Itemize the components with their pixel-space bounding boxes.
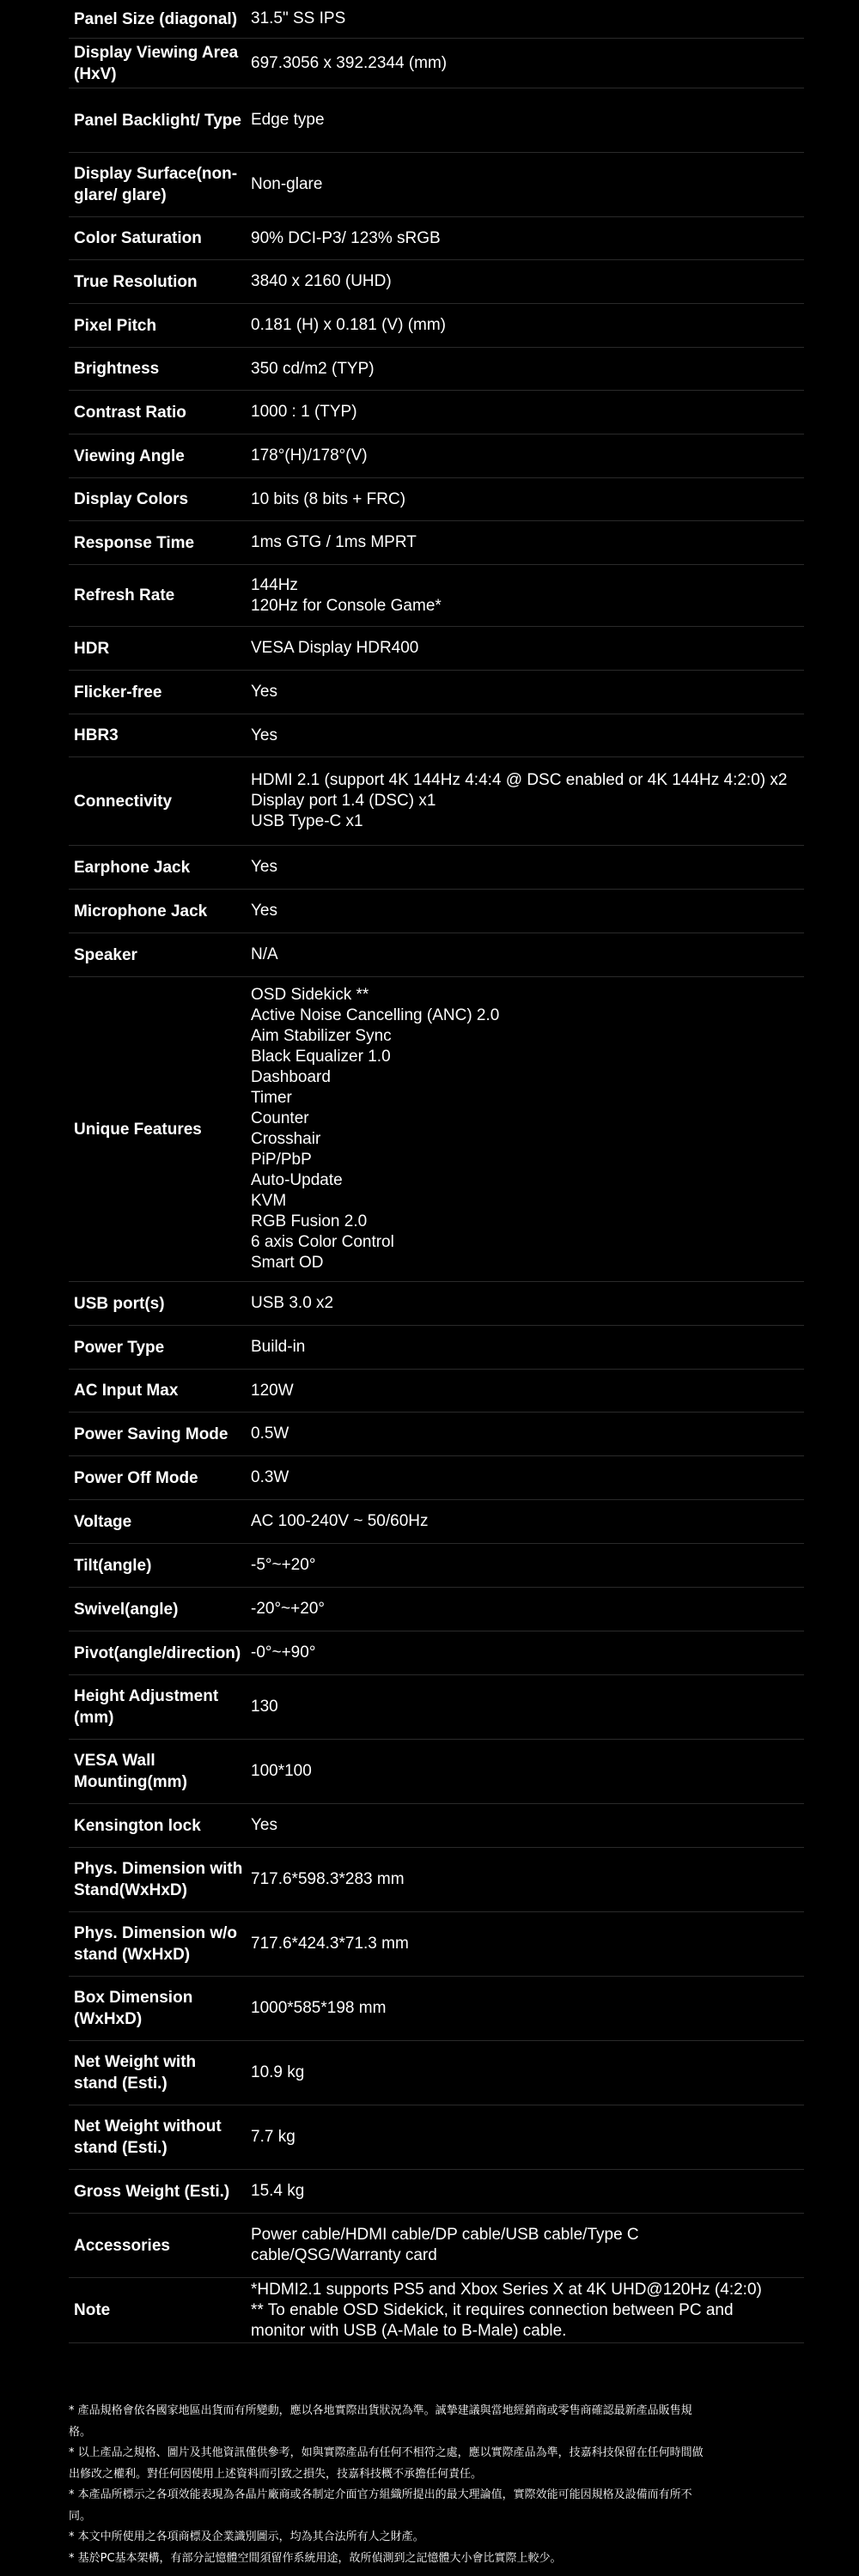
spec-value-line: Auto-Update [251,1171,343,1189]
spec-value-line: OSD Sidekick ** [251,986,369,1004]
spec-value [249,901,804,921]
spec-row [69,217,804,260]
spec-label: Display Colors [74,490,189,508]
spec-row [69,2214,804,2278]
spec-value [249,857,804,878]
spec-row [69,348,804,391]
spec-value-line: 717.6*424.3*71.3 mm [251,1935,409,1953]
spec-value-line: Crosshair [251,1130,321,1148]
spec-row [69,521,804,565]
spec-row [69,478,804,521]
spec-value [249,315,804,336]
spec-label: Viewing Angle [74,447,185,465]
spec-label: USB port(s) [74,1294,165,1313]
spec-value [249,985,804,1273]
spec-value-line: -20°~+20° [251,1600,325,1618]
disclaimer-line: 同。 [69,2509,92,2523]
spec-value [249,1697,804,1717]
spec-value [249,770,804,832]
spec-value [249,1293,804,1314]
spec-label: Box Dimension (WxHxD) [74,1989,193,2028]
spec-value-line: Display port 1.4 (DSC) x1 [251,792,436,810]
spec-label: Pixel Pitch [74,316,157,335]
spec-row [69,153,804,217]
spec-row [69,1326,804,1370]
spec-row [69,2041,804,2105]
spec-value-line: 100*100 [251,1762,312,1780]
spec-value [249,1643,804,1663]
spec-value-line: Black Equalizer 1.0 [251,1048,391,1066]
spec-value-line: 15.4 kg [251,2182,305,2200]
spec-value-line: Non-glare [251,175,323,193]
spec-label: Display Viewing Area (HxV) [74,43,239,83]
spec-label: Refresh Rate [74,586,175,605]
spec-label: Connectivity [74,792,173,811]
spec-label: Tilt(angle) [74,1556,152,1575]
spec-row [69,671,804,714]
spec-row [69,890,804,933]
spec-value-line: Yes [251,902,277,920]
spec-label: Power Off Mode [74,1468,198,1487]
spec-value-line: 3840 x 2160 (UHD) [251,272,392,290]
spec-value-line: Dashboard [251,1068,331,1086]
spec-value [249,228,804,249]
spec-value-line: Power cable/HDMI cable/DP cable/USB cable/Type C [251,2226,639,2244]
spec-value [249,638,804,659]
spec-value-line: 697.3056 x 392.2344 (mm) [251,53,448,72]
spec-value [249,1337,804,1358]
spec-value-line: Edge type [251,111,325,129]
spec-label: Unique Features [74,1120,202,1139]
disclaimer-line: 出修改之權利。對任何因使用上述資料而引致之損失，技嘉科技概不承擔任何責任。 [69,2467,483,2481]
spec-row [69,260,804,304]
spec-value-line: 10 bits (8 bits + FRC) [251,489,406,508]
spec-value [249,1998,804,2019]
spec-value-line: 6 axis Color Control [251,1233,394,1251]
spec-value [249,1555,804,1576]
spec-value-line: Counter [251,1109,309,1127]
spec-value-line: Yes [251,858,277,876]
spec-label: Contrast Ratio [74,403,186,422]
spec-value [249,2127,804,2148]
spec-value-line: USB 3.0 x2 [251,1294,334,1312]
spec-value-line: Yes [251,726,277,744]
spec-row [69,1675,804,1740]
spec-label: True Resolution [74,272,198,291]
spec-label: Power Saving Mode [74,1425,228,1443]
spec-row [69,1413,804,1456]
disclaimer-line: * 基於PC基本架構，有部分記憶體空間須留作系統用途，故所偵測到之記憶體大小會比實際上較少。 [69,2551,562,2565]
spec-row [69,714,804,757]
spec-value-line: 7.7 kg [251,2128,295,2146]
spec-row [69,2170,804,2214]
spec-value-line: 144Hz [251,575,298,594]
spec-value-line: PiP/PbP [251,1151,312,1169]
spec-label: VESA Wall Mounting(mm) [74,1752,187,1791]
spec-row [69,88,804,153]
spec-row [69,977,804,1282]
spec-row [69,1588,804,1631]
spec-value [249,359,804,380]
spec-row [69,391,804,434]
spec-value-line: VESA Display HDR400 [251,639,419,657]
spec-label: Voltage [74,1512,132,1531]
spec-value [249,1381,804,1401]
spec-value [249,53,804,74]
spec-value-line: 717.6*598.3*283 mm [251,1870,405,1888]
spec-value-line: 0.3W [251,1468,289,1486]
spec-label: Swivel(angle) [74,1600,179,1619]
spec-row [69,1282,804,1326]
spec-value [249,726,804,746]
spec-value-line: KVM [251,1192,287,1210]
spec-label: Panel Backlight/ Type [74,111,241,130]
spec-row [69,0,804,39]
spec-value-line: Aim Stabilizer Sync [251,1027,392,1045]
spec-value-line: 0.5W [251,1425,289,1443]
spec-row [69,1740,804,1804]
spec-label: Power Type [74,1338,165,1357]
spec-value-line: 178°(H)/178°(V) [251,447,368,465]
spec-value [249,2280,804,2342]
spec-value-line: 350 cd/m2 (TYP) [251,359,375,378]
spec-value-line: Smart OD [251,1254,324,1272]
spec-table [69,0,804,2343]
spec-row [69,1848,804,1912]
spec-value-line: cable/QSG/Warranty card [251,2246,437,2264]
spec-value [249,1467,804,1488]
spec-value [249,271,804,292]
spec-value-line: -5°~+20° [251,1556,316,1574]
spec-row [69,627,804,671]
spec-label: Height Adjustment (mm) [74,1687,219,1727]
spec-label: HDR [74,639,110,658]
disclaimer-line: * 產品規格會依各國家地區出貨而有所變動，應以各地實際出貨狀況為準。誠摯建議與當地經銷商或零售商確認最新產品販售規 [69,2404,692,2417]
spec-value-line: HDMI 2.1 (support 4K 144Hz 4:4:4 @ DSC enabled or 4K 144Hz 4:2:0) x2 [251,771,788,789]
spec-value [249,1424,804,1444]
spec-value-line: 130 [251,1698,278,1716]
spec-label: Panel Size (diagonal) [74,9,238,28]
spec-value [249,945,804,965]
spec-row [69,1500,804,1544]
spec-row [69,1456,804,1500]
spec-row [69,1544,804,1588]
spec-value [249,402,804,422]
spec-value [249,110,804,131]
spec-value-line: AC 100-240V ~ 50/60Hz [251,1512,429,1530]
spec-value [249,1599,804,1619]
disclaimer-notes [69,2401,804,2569]
spec-label: Speaker [74,945,137,964]
spec-label: HBR3 [74,726,119,744]
spec-label: Flicker-free [74,683,162,702]
spec-label: Microphone Jack [74,902,208,920]
spec-row [69,1370,804,1413]
spec-value [249,489,804,510]
spec-value [249,682,804,702]
spec-value [249,1934,804,1954]
spec-value-line: 0.181 (H) x 0.181 (V) (mm) [251,316,446,334]
spec-value [249,2225,804,2266]
spec-value-line: N/A [251,945,278,963]
spec-row [69,1977,804,2041]
spec-label: Brightness [74,360,160,378]
spec-value-line: Timer [251,1089,292,1107]
spec-value [249,9,804,29]
spec-row [69,565,804,627]
spec-label: Pivot(angle/direction) [74,1643,241,1662]
spec-value [249,1815,804,1836]
spec-label: Gross Weight (Esti.) [74,2182,230,2201]
spec-value-line: 90% DCI-P3/ 123% sRGB [251,228,441,247]
spec-value-line: 120Hz for Console Game* [251,596,442,615]
spec-label: Net Weight without stand (Esti.) [74,2117,222,2157]
spec-label: Response Time [74,533,195,552]
spec-value [249,575,804,617]
spec-label: Phys. Dimension w/o stand (WxHxD) [74,1924,238,1964]
spec-value-line: Yes [251,1816,277,1834]
spec-value-line: 1ms GTG / 1ms MPRT [251,533,417,551]
spec-value-line: 1000*585*198 mm [251,1999,387,2017]
spec-value [249,1869,804,1890]
spec-value-line: *HDMI2.1 supports PS5 and Xbox Series X at 4K UHD@120Hz (4:2:0) [251,2280,762,2299]
disclaimer-line: 格。 [69,2425,92,2439]
spec-value-line: -0°~+90° [251,1643,316,1662]
spec-label: Kensington lock [74,1816,201,1835]
spec-value-line: RGB Fusion 2.0 [251,1212,368,1230]
spec-value-line: USB Type-C x1 [251,812,363,830]
spec-row [69,1631,804,1675]
spec-row [69,39,804,88]
spec-row [69,1804,804,1848]
spec-row [69,846,804,890]
spec-value-line: 31.5" SS IPS [251,9,346,27]
spec-label: Note [74,2301,111,2319]
spec-value-line: Active Noise Cancelling (ANC) 2.0 [251,1006,500,1024]
spec-label: Display Surface(non-glare/ glare) [74,165,238,204]
spec-value-line: 120W [251,1381,294,1400]
spec-row [69,304,804,348]
spec-value [249,174,804,195]
spec-value-line: Build-in [251,1338,306,1356]
spec-value [249,1761,804,1782]
spec-label: Net Weight with stand (Esti.) [74,2053,197,2093]
spec-label: Earphone Jack [74,858,191,877]
spec-value [249,1511,804,1532]
spec-row [69,2105,804,2170]
spec-row [69,933,804,977]
spec-value [249,2063,804,2083]
spec-row [69,757,804,846]
spec-row [69,434,804,478]
spec-label: Accessories [74,2236,170,2255]
disclaimer-line: * 以上產品之規格、圖片及其他資訊僅供參考，如與實際產品有任何不相符之處，應以實際產品為準，技嘉科技保留在任何時間做 [69,2446,704,2459]
spec-value-line: 10.9 kg [251,2063,305,2081]
spec-value-line: 1000 : 1 (TYP) [251,403,357,421]
spec-row [69,1912,804,1977]
spec-value-line: ** To enable OSD Sidekick, it requires connection between PC and [251,2300,734,2319]
spec-value-line: monitor with USB (A-Male to B-Male) cable. [251,2321,567,2340]
disclaimer-line: * 本文中所使用之各項商標及企業識別圖示，均為其合法所有人之財產。 [69,2530,424,2543]
spec-value [249,446,804,466]
spec-value [249,532,804,553]
spec-value [249,2181,804,2202]
spec-label: Color Saturation [74,229,202,247]
spec-value-line: Yes [251,683,277,701]
spec-label: AC Input Max [74,1382,179,1400]
spec-row [69,2278,804,2343]
spec-label: Phys. Dimension with Stand(WxHxD) [74,1860,243,1899]
disclaimer-line: * 本產品所標示之各項效能表現為各晶片廠商或各制定介面官方組織所提出的最大理論值，實際效能可能因規格及設備而有所不 [69,2488,692,2501]
